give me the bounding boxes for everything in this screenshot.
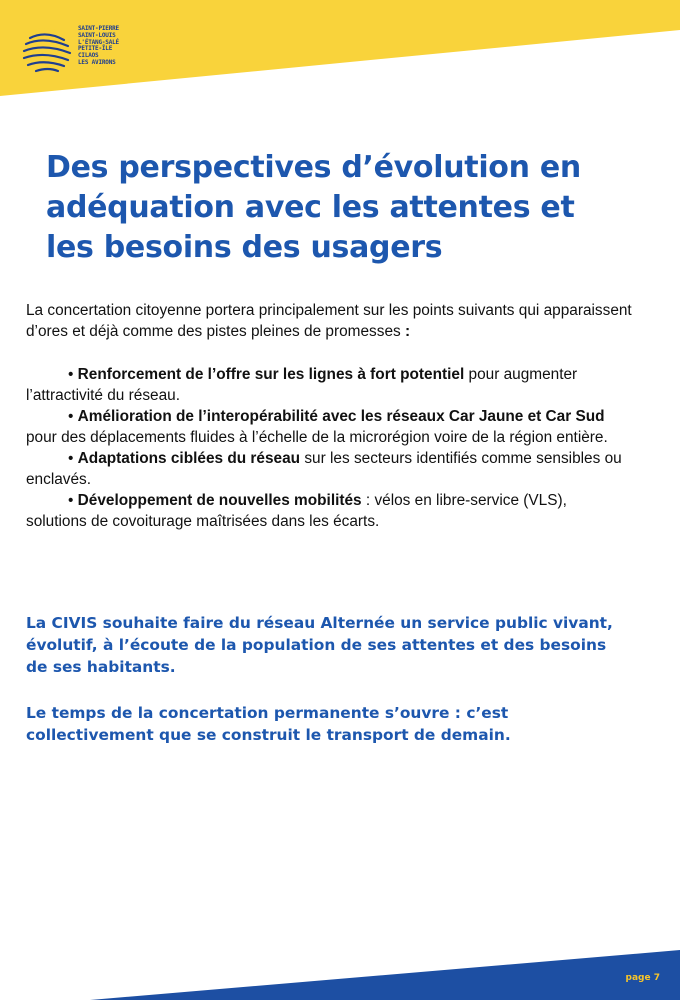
bullet-text: sur les secteurs identifiés comme sensibles ou enclavés. [26,450,622,488]
list-item [26,490,626,532]
bullet-bold: Renforcement de l’offre sur les lignes à fort potentiel [77,366,465,383]
logo-commune-list [78,26,119,67]
intro-colon: : [404,323,411,340]
bullet-marker: • [68,450,78,467]
list-item [26,406,626,448]
island-logo-icon [18,24,74,76]
list-item [26,448,626,490]
logo-line: CILAOS [78,52,99,60]
bullet-text: pour des déplacements fluides à l’échelle de la microrégion voire de la région entière. [26,429,608,446]
page-number: page 7 [625,973,660,983]
bullet-bold: Adaptations ciblées du réseau [77,450,301,467]
bullet-marker: • [68,492,78,509]
logo-line: L'ÉTANG-SALÉ [78,38,119,46]
page-title: Des perspectives d’évolution en adéquation avec les attentes et les besoins des usagers [46,150,581,265]
bullet-marker: • [68,408,78,425]
civis-logo [18,24,138,80]
logo-line: PETITE-ÎLE [78,45,113,53]
list-item [26,364,626,406]
conclusion-paragraph-2: Le temps de la concertation permanente s’ouvre : c’est collectivement que se construit le transport de demain. [26,704,511,744]
intro-paragraph [26,300,636,342]
bullet-text: : vélos en libre-service (VLS), solutions de covoiturage maîtrisées dans les écarts. [26,492,567,530]
bullet-text: pour augmenter l’attractivité du réseau. [26,366,578,404]
intro-text: La concertation citoyenne portera principalement sur les points suivants qui apparaissent d’ores et déjà comme des pistes pleines de promesses [26,302,632,340]
bottom-blue-band [90,950,680,1000]
bullet-bold: Développement de nouvelles mobilités [77,492,362,509]
logo-line: SAINT-PIERRE [78,25,119,32]
conclusion-paragraph-1: La CIVIS souhaite faire du réseau Alternée un service public vivant, évolutif, à l’écoute de la population de ses attentes et des besoins de ses habitants. [26,614,613,676]
bullet-list [26,364,626,532]
bullet-bold: Amélioration de l’interopérabilité avec les réseaux Car Jaune et Car Sud [77,408,605,425]
logo-line: LES AVIRONS [78,58,116,66]
logo-line: SAINT-LOUIS [78,31,116,39]
bullet-marker: • [68,366,78,383]
